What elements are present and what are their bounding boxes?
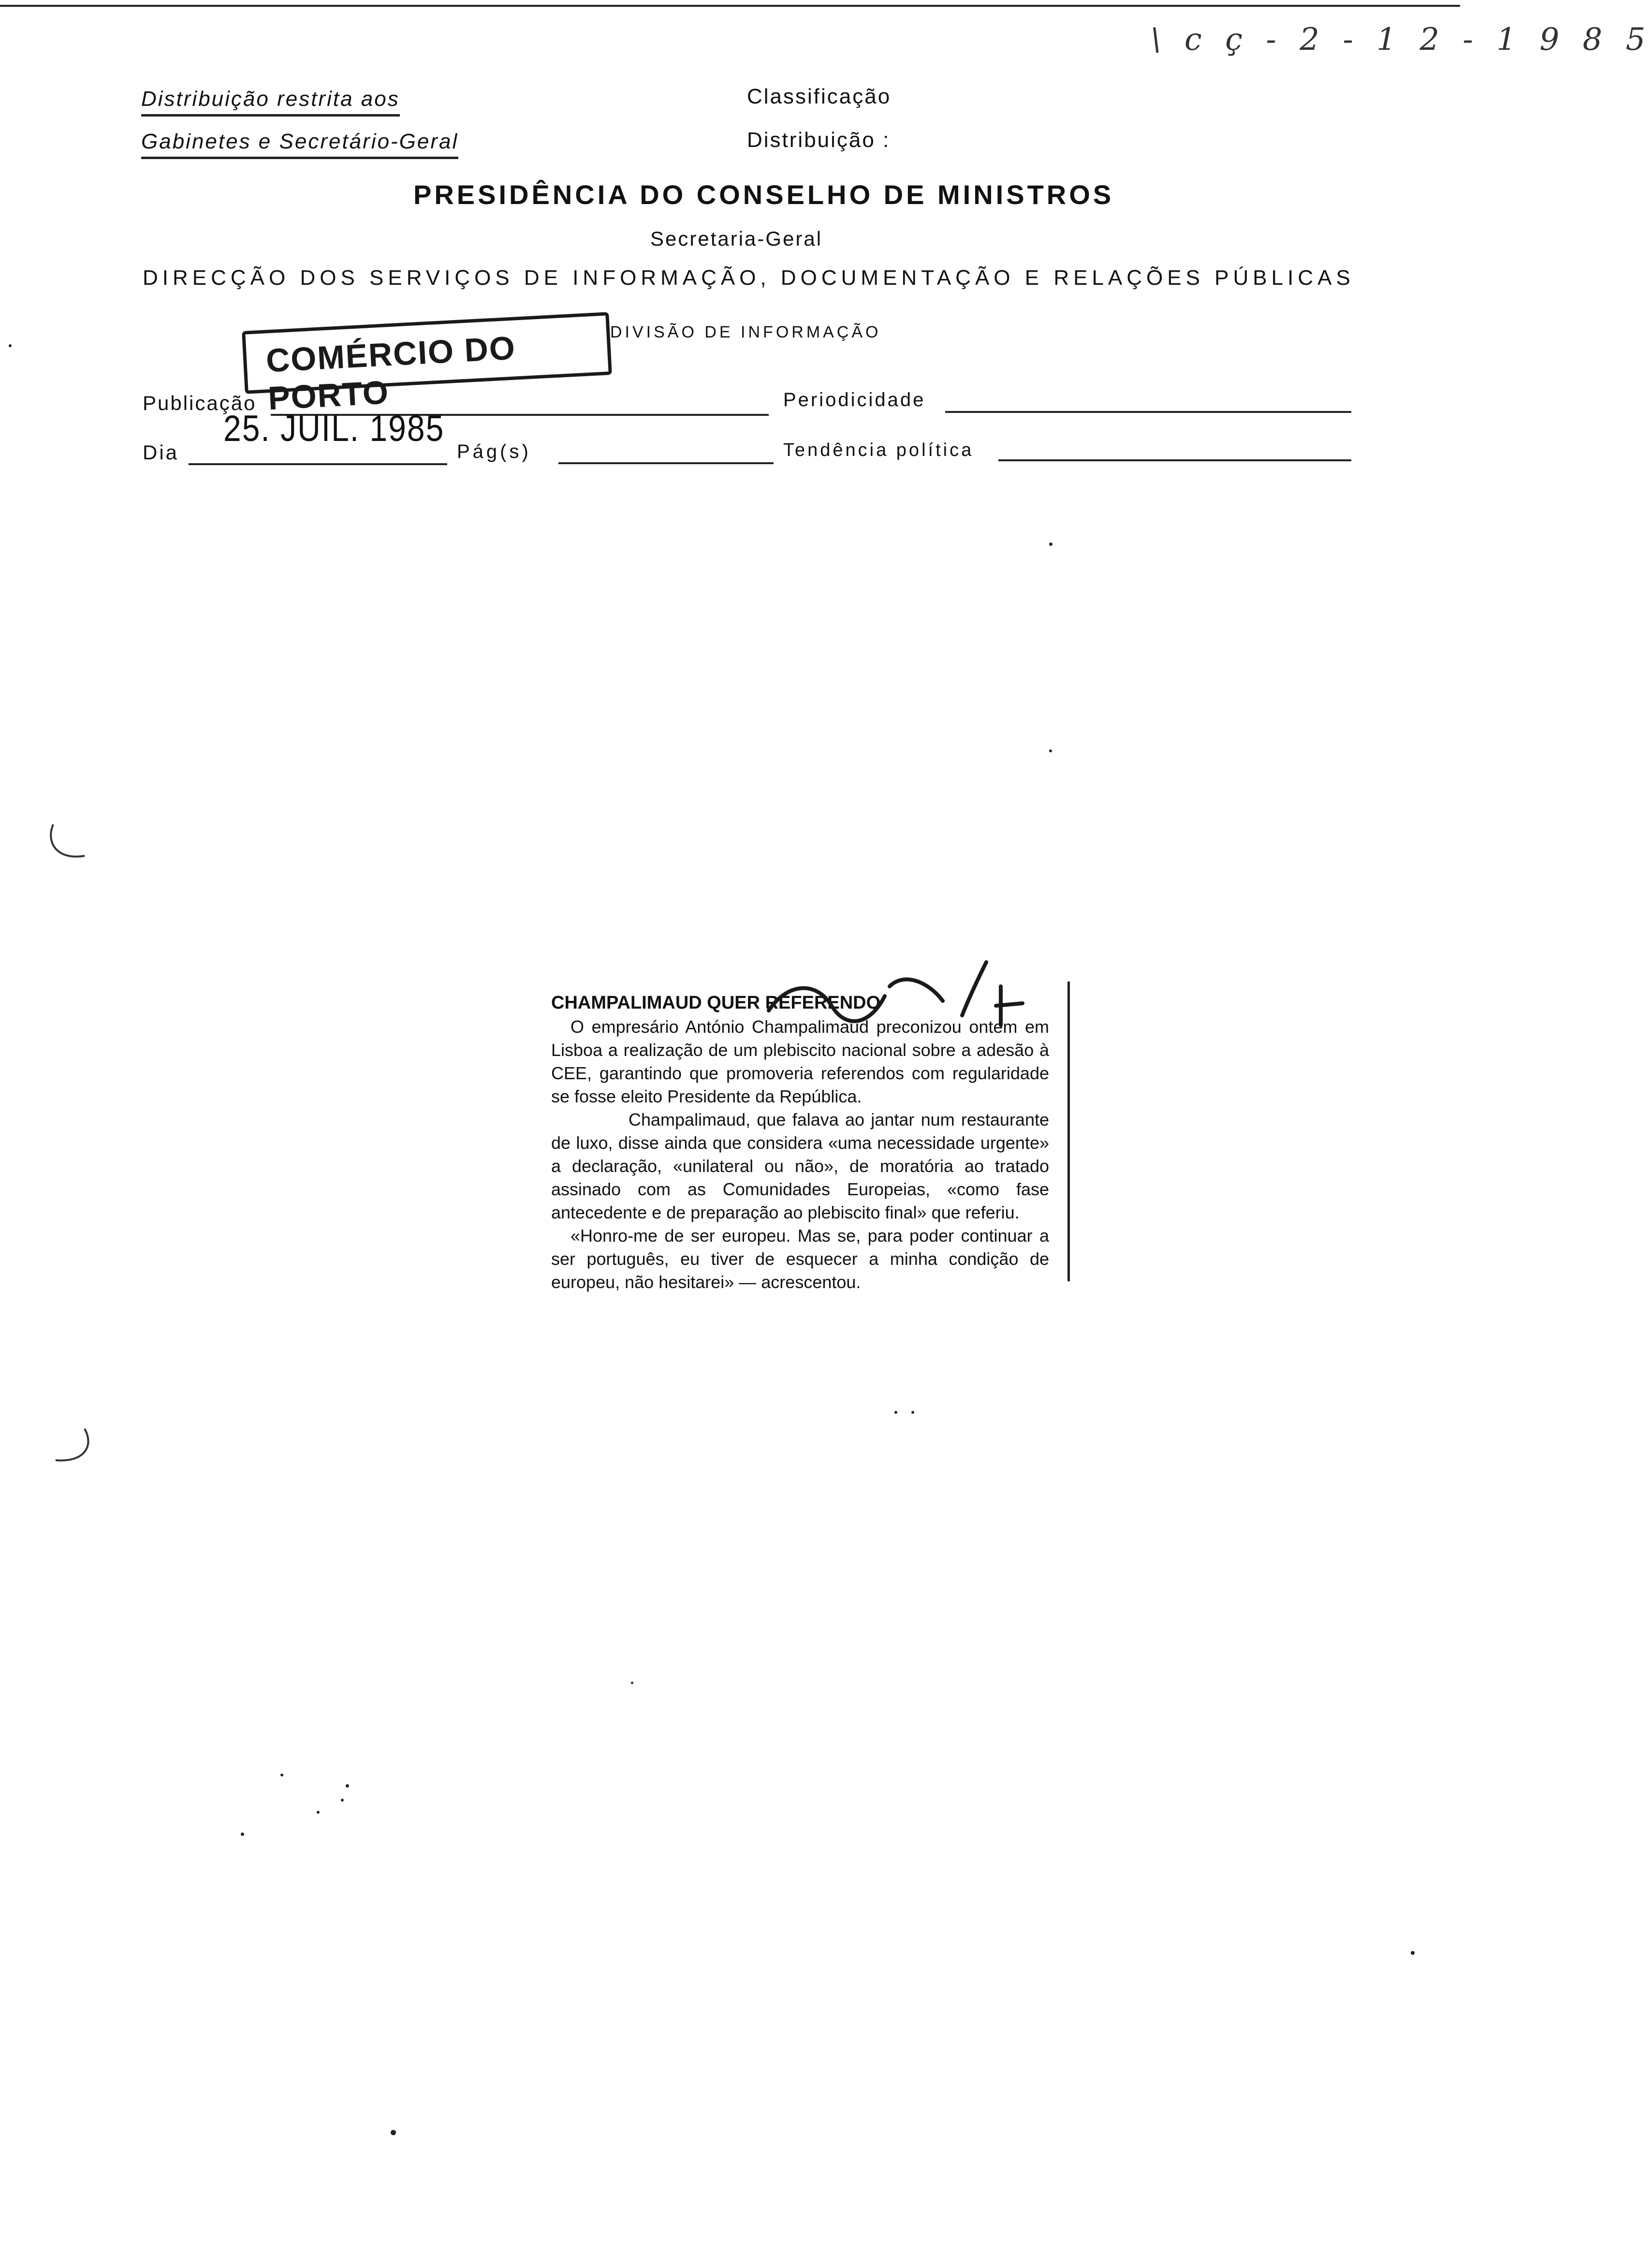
ink-speck bbox=[1411, 1951, 1415, 1955]
ink-speck bbox=[391, 2130, 396, 2135]
publication-stamp-text: COMÉRCIO DO PORTO bbox=[265, 329, 517, 417]
directorate-title: DIRECÇÃO DOS SERVIÇOS DE INFORMAÇÃO, DOCUMENTAÇÃO E RELAÇÕES PÚBLICAS bbox=[143, 266, 1355, 290]
division-title: DIVISÃO DE INFORMAÇÃO bbox=[610, 323, 881, 341]
ink-speck bbox=[341, 1799, 344, 1802]
top-rule bbox=[0, 5, 1460, 7]
ink-speck bbox=[911, 1411, 914, 1414]
pages-field-line bbox=[558, 462, 774, 464]
distribution-line-1: Distribuição restrita aos bbox=[141, 87, 400, 117]
publication-stamp bbox=[242, 312, 612, 417]
ink-speck bbox=[1049, 749, 1052, 752]
hole-punch-mark bbox=[51, 1426, 94, 1470]
political-tendency-label: Tendência política bbox=[783, 440, 974, 460]
day-field-line bbox=[189, 463, 447, 465]
ministry-title: PRESIDÊNCIA DO CONSELHO DE MINISTROS bbox=[413, 179, 1114, 210]
date-stamp: 25. JUIL. 1985 bbox=[223, 408, 445, 449]
secretariat-title: Secretaria-Geral bbox=[650, 227, 823, 250]
periodicity-label: Periodicidade bbox=[783, 389, 926, 411]
pages-label: Pág(s) bbox=[457, 441, 531, 462]
ink-speck bbox=[241, 1833, 244, 1836]
ink-speck bbox=[631, 1682, 633, 1684]
ink-speck bbox=[317, 1811, 320, 1814]
distribution-line-2: Gabinetes e Secretário-Geral bbox=[141, 130, 458, 159]
article-paragraph: Champalimaud, que falava ao jantar num restaurante de luxo, disse ainda que considera «uma necessidade urgente» a declaração, «unilateral ou não», de moratória ao tratado assinado com as Comunidades Europeias, «como fase antecedente e de preparação ao plebiscito final» que referiu. bbox=[551, 1110, 1049, 1222]
ink-speck bbox=[280, 1774, 283, 1776]
article-paragraph: «Honro-me de ser europeu. Mas se, para poder continuar a ser português, eu tiver de esquecer a minha condição de europeu, não hesitarei» — acrescentou. bbox=[551, 1226, 1049, 1292]
ink-speck bbox=[9, 344, 12, 347]
ink-speck bbox=[346, 1784, 349, 1788]
handwritten-reference: \ c ç - 2 - 1 2 - 1 9 8 5 bbox=[1151, 22, 1652, 58]
column-rule bbox=[1067, 982, 1070, 1281]
political-tendency-field-line bbox=[998, 459, 1351, 461]
ink-speck bbox=[894, 1411, 897, 1414]
periodicity-field-line bbox=[945, 411, 1351, 413]
ink-speck bbox=[1049, 543, 1053, 546]
day-label: Dia bbox=[143, 441, 179, 464]
classification-label: Classificação bbox=[747, 85, 892, 108]
article-headline: CHAMPALIMAUD QUER REFERENDO bbox=[551, 993, 881, 1013]
article-paragraph: O empresário António Champalimaud preconizou ontem em Lisboa a realização de um plebiscito nacional sobre a adesão à CEE, garantindo que promoveria referendos com regularidade se fosse eleito Presidente da República. bbox=[551, 1017, 1049, 1106]
distribution-label: Distribuição : bbox=[747, 128, 891, 152]
publication-label: Publicação bbox=[143, 392, 257, 414]
hole-punch-mark bbox=[46, 822, 89, 865]
handwritten-annotation bbox=[759, 953, 1030, 1049]
